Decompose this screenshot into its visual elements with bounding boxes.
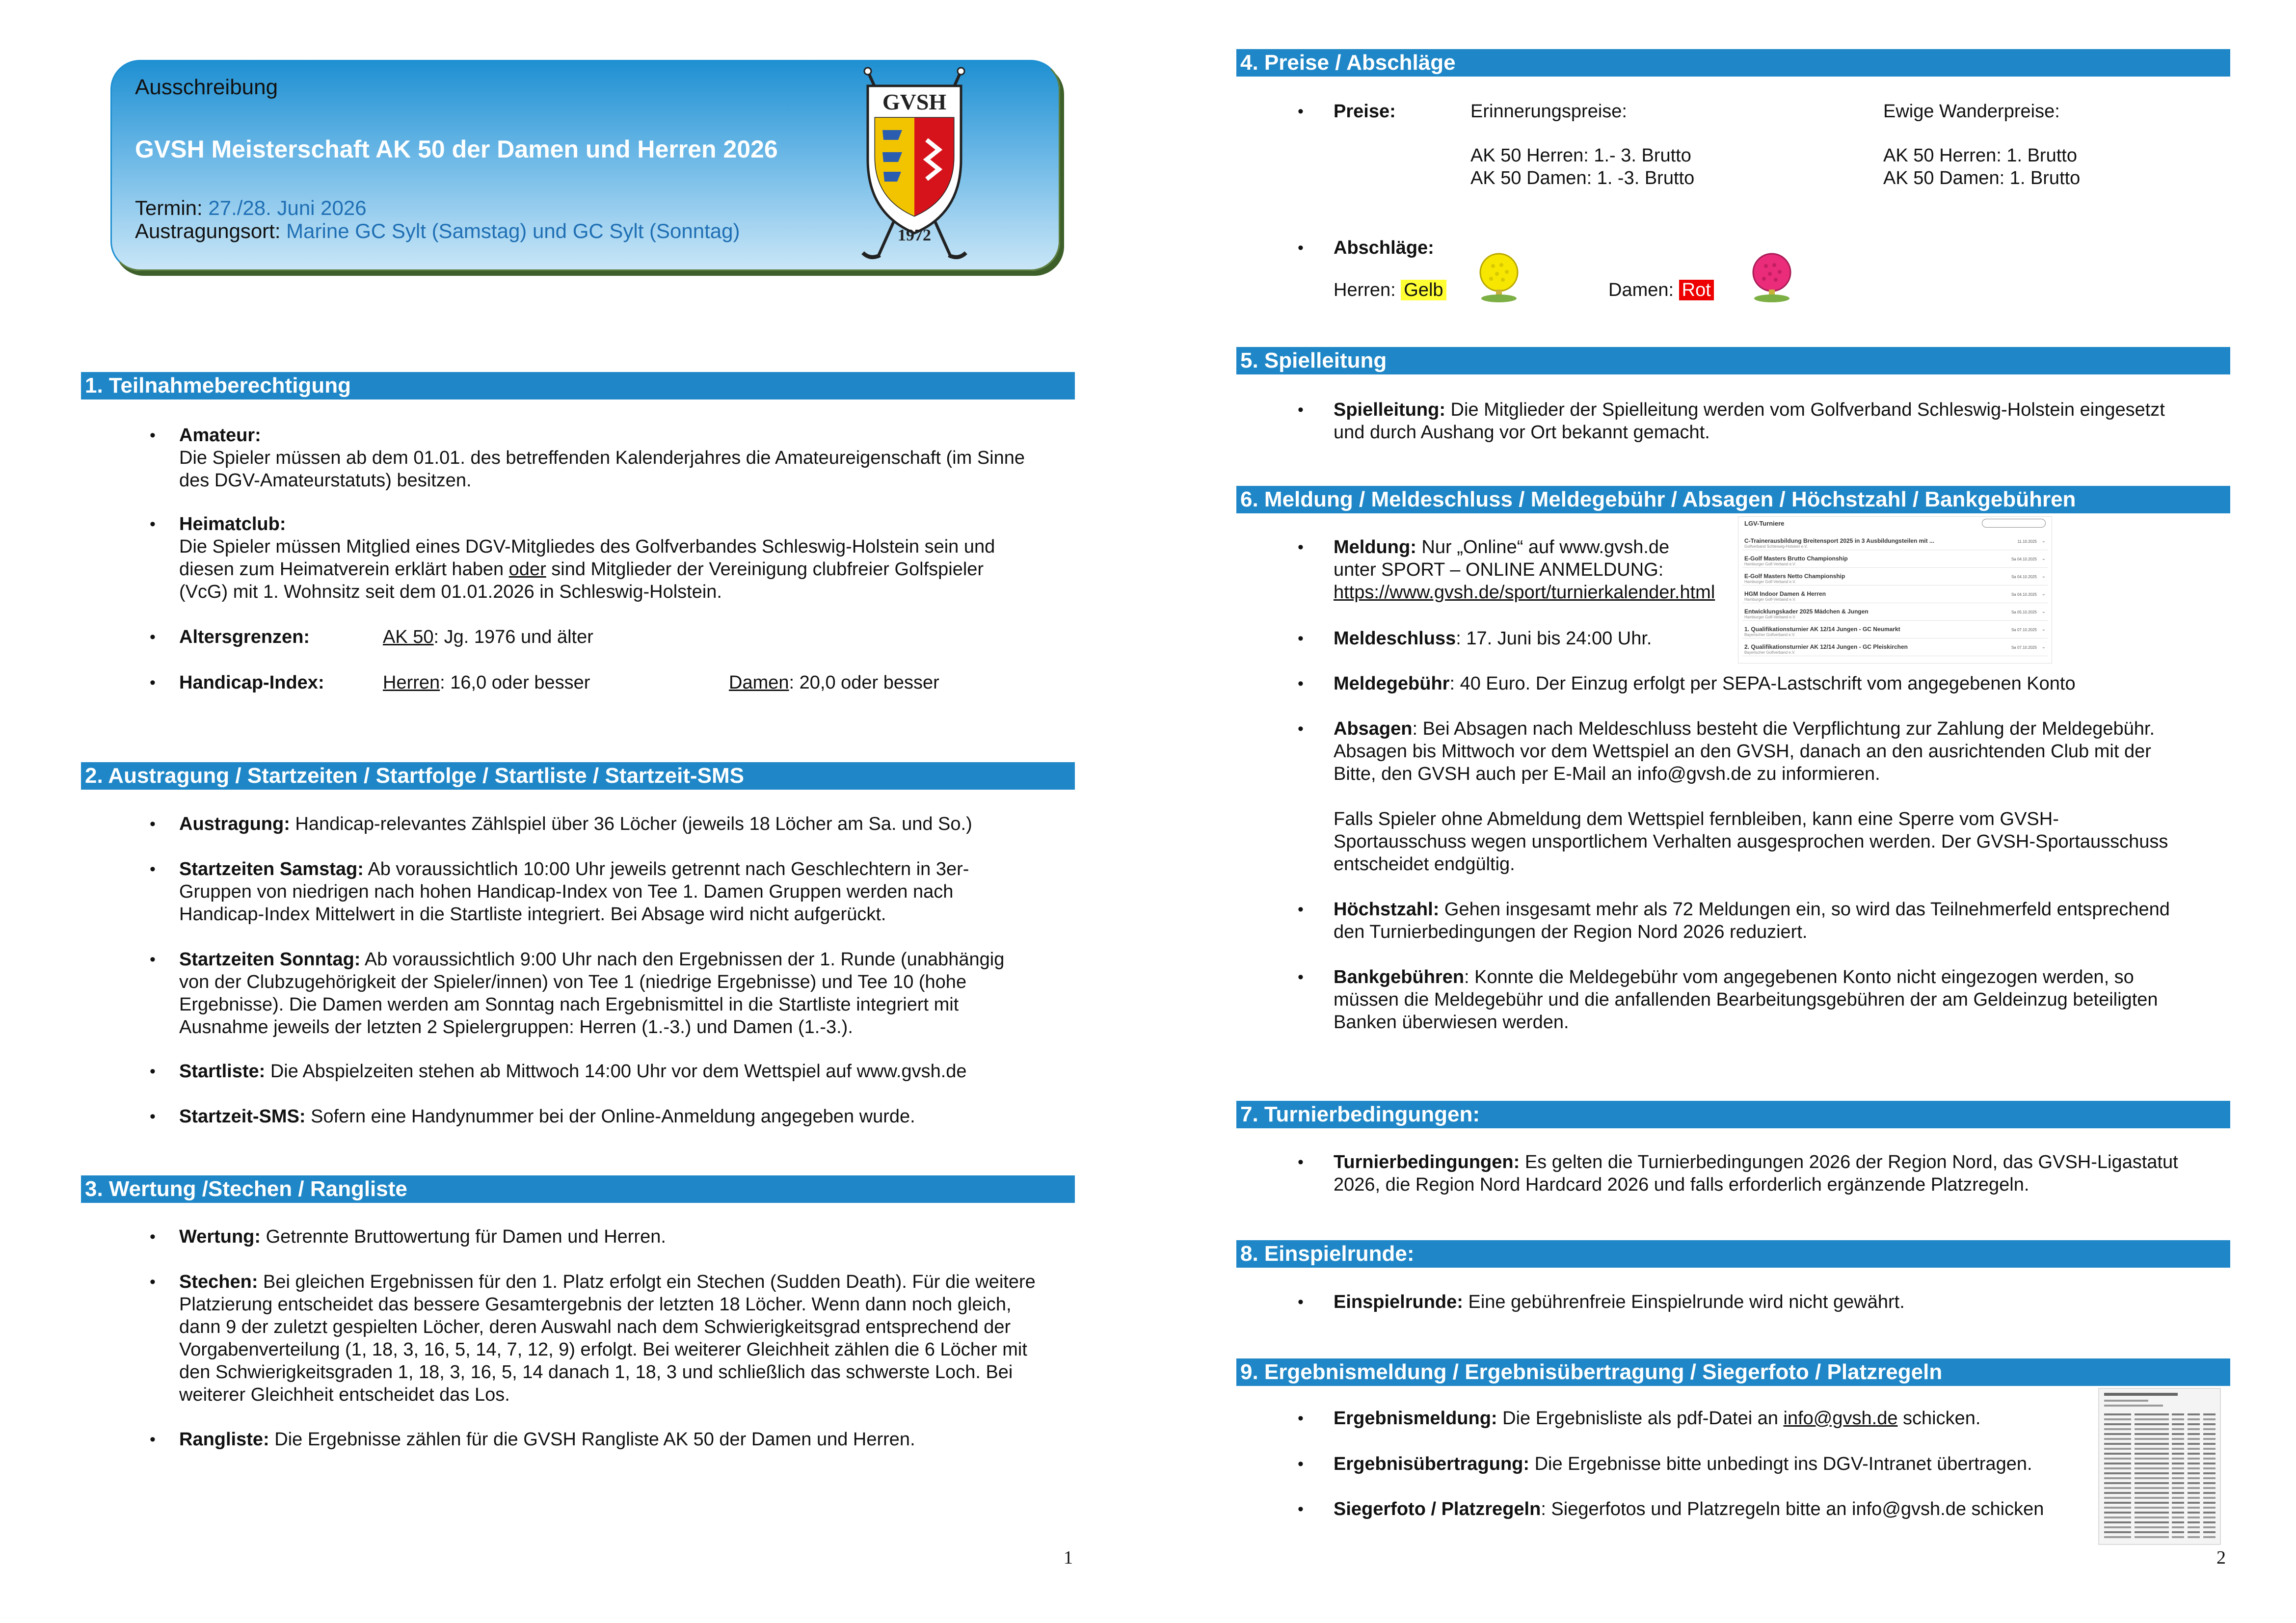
bullet: • — [150, 673, 156, 692]
turnierkalender-link[interactable]: https://www.gvsh.de/sport/turnierkalender.html — [1334, 582, 1715, 603]
bullet: • — [150, 628, 156, 646]
bullet: • — [1298, 1500, 1304, 1518]
thumb-list-item: E-Golf Masters Brutto Championship Hamburger Golf-Verband e.V. Sa 04.10.2025 ⌄ — [1742, 555, 2048, 568]
thumb-list-item: 2. Qualifikationsturnier AK 12/14 Jungen - GC Pleiskirchen Bayerischer Golfverband e.V. Sa 07.10.2025 ⌄ — [1742, 643, 2048, 656]
amateur-item: Amateur: Die Spieler müssen ab dem 01.01. des betreffenden Kalenderjahres die Amateureigenschaft (im Sinne des DGV-Amateurstatuts) besitzen. — [179, 425, 1025, 491]
header-kicker: Ausschreibung — [135, 75, 278, 99]
altersgrenzen-item: Altersgrenzen: AK 50: Jg. 1976 und älter — [179, 627, 593, 647]
bullet: • — [150, 815, 156, 833]
bullet: • — [1298, 538, 1304, 557]
chevron-down-icon: ⌄ — [2041, 556, 2046, 561]
chevron-down-icon: ⌄ — [2041, 609, 2046, 614]
bullet: • — [1298, 1153, 1304, 1171]
spielleitung-item: Spielleitung: Die Mitglieder der Spielleitung werden vom Golfverband Schleswig-Holstein eingesetzt und durch Aushang vor Ort bekannt gemacht. — [1334, 399, 2165, 443]
heimatclub-item: Heimatclub: Die Spieler müssen Mitglied eines DGV-Mitgliedes des Golfverbandes Schleswig-Holstein sein und diesen zum Heimatverein erklärt haben oder sind Mitglieder der Vereinigung clubfreier Golfspieler (VcG) mit 1. Wohnsitz seit dem 01.01.2026 in Schleswig-Holstein. — [179, 514, 995, 602]
bullet: • — [150, 1062, 156, 1081]
registration-screenshot-thumbnail: LGV-Turniere C-Trainerausbildung Breitensport 2025 in 3 Ausbildungsteilen mit ... Golfverband Schleswig-Holstein e.V. 11.10.2025 ⌄ E-Golf Masters Brutto Championship Hamburger Golf-Verband e.V. Sa 04.10.2025 ⌄ E-Golf Masters Netto Championship Hamburger Golf-Verband e.V. Sa 04.10.2025 ⌄ HGM Indoor Damen & Herren Hamburger Golf-Verband e.V. Sa 04.10.2025 ⌄ Entwicklungskader 2025 Mädchen & Jungen Hamburger Golf-Verband e.V. Sa 05.10.2025 ⌄ 1. Qualifikationsturnier AK 12/14 Jungen - GC Neumarkt Bayerischer Golfverband e.V. Sa 07.10.2025 ⌄ 2. Qualifikationsturnier AK 12/14 Jungen - GC Pleiskirchen Bayerischer Golfverband e.V. Sa 07.10.2025 ⌄ — [1738, 516, 2052, 664]
bullet: • — [150, 1430, 156, 1449]
section-1-title: 1. Teilnahmeberechtigung — [81, 372, 1075, 399]
tee-gelb: Gelb — [1401, 280, 1446, 300]
bullet: • — [150, 1107, 156, 1126]
gvsh-crest-logo — [853, 66, 976, 267]
startliste-item: Startliste: Die Abspielzeiten stehen ab Mittwoch 14:00 Uhr vor dem Wettspiel auf www.gvsh.de — [179, 1061, 967, 1082]
bullet: • — [1298, 1409, 1304, 1428]
ergebnisuebertragung-item: Ergebnisübertragung: Die Ergebnisse bitte unbedingt ins DGV-Intranet übertragen. — [1334, 1454, 2032, 1474]
header-box — [110, 60, 1060, 271]
rangliste-item: Rangliste: Die Ergebnisse zählen für die GVSH Rangliste AK 50 der Damen und Herren. — [179, 1429, 915, 1450]
handicap-item: Handicap-Index: Herren: 16,0 oder besser Damen: 20,0 oder besser — [179, 672, 939, 693]
stechen-item: Stechen: Bei gleichen Ergebnissen für den 1. Platz erfolgt ein Stechen (Sudden Death). Für die weitere Platzierung entscheidet das bessere Gesamtergebnis der letzten 18 Löcher. Wenn dann noch gleich, dann 9 der zuletzt gespielten Löcher, deren Auswahl nach dem Schwierigkeitsgrad entsprechend der Vorgabenverteilung (1, 18, 3, 16, 5, 14, 7, 12, 9) erfolgt. Bei weiterer Gleichheit zählen die 6 Löcher mit den Schwierigkeitsgraden 1, 18, 3, 16, 5, 14 danach 1, 18, 3 und schließlich das schwerste Loch. Bei weiterer Gleichheit entscheidet das Los. — [179, 1272, 1036, 1405]
thumb-list-item: C-Trainerausbildung Breitensport 2025 in 3 Ausbildungsteilen mit ... Golfverband Schleswig-Holstein e.V. 11.10.2025 ⌄ — [1742, 537, 2048, 550]
email-link[interactable]: info@gvsh.de — [1783, 1408, 1898, 1429]
section-3-title: 3. Wertung /Stechen / Rangliste — [81, 1175, 1075, 1203]
bullet: • — [1298, 629, 1304, 648]
meldeschluss-item: Meldeschluss: 17. Juni bis 24:00 Uhr. — [1334, 628, 1652, 649]
bullet: • — [150, 950, 156, 969]
bullet: • — [1298, 1293, 1304, 1311]
chevron-down-icon: ⌄ — [2041, 538, 2046, 544]
bullet: • — [150, 1273, 156, 1291]
section-6-title: 6. Meldung / Meldeschluss / Meldegebühr / Absagen / Höchstzahl / Bankgebühren — [1236, 486, 2230, 513]
chevron-down-icon: ⌄ — [2041, 627, 2046, 632]
hoechstzahl-item: Höchstzahl: Gehen insgesamt mehr als 72 Meldungen ein, so wird das Teilnehmerfeld entsprechend den Turnierbedingungen der Region Nord 2026 reduziert. — [1334, 899, 2170, 942]
section-9-title: 9. Ergebnismeldung / Ergebnisübertragung / Siegerfoto / Platzregeln — [1236, 1358, 2230, 1386]
bullet: • — [1298, 1455, 1304, 1473]
bullet: • — [1298, 400, 1304, 419]
section-5-title: 5. Spielleitung — [1236, 347, 2230, 374]
bullet: • — [1298, 239, 1304, 257]
svg-text:GVSH: GVSH — [882, 89, 947, 114]
page-number: 2 — [2216, 1547, 2226, 1568]
page-number: 1 — [1064, 1547, 1073, 1568]
meldung-item: Meldung: Nur „Online“ auf www.gvsh.de unter SPORT – ONLINE ANMELDUNG: https://www.gvsh.de/sport/turnierkalender.html — [1334, 536, 1824, 604]
svg-text:1972: 1972 — [898, 226, 931, 244]
absagen-item: Absagen: Bei Absagen nach Meldeschluss besteht die Verpflichtung zur Zahlung der Meldegebühr. Absagen bis Mittwoch vor dem Wettspiel an den GVSH, danach an den ausrichtenden Club mit der Bitte, den GVSH auch per E-Mail an info@gvsh.de zu informieren. Falls Spieler ohne Abmeldung dem Wettspiel fernbleiben, kann eine Sperre vom GVSH- Sportausschuss wegen unsportlichem Verhalten ausgesprochen werden. Der GVSH-Sportausschuss entscheidet endgültig. — [1334, 718, 2168, 875]
section-7-title: 7. Turnierbedingungen: — [1236, 1101, 2230, 1128]
header-ort: Austragungsort: Marine GC Sylt (Samstag) und GC Sylt (Sonntag) — [135, 219, 740, 242]
chevron-down-icon: ⌄ — [2041, 591, 2046, 597]
thumb-list-item: E-Golf Masters Netto Championship Hamburger Golf-Verband e.V. Sa 04.10.2025 ⌄ — [1742, 573, 2048, 585]
bullet: • — [150, 1227, 156, 1246]
siegerfoto-item: Siegerfoto / Platzregeln: Siegerfotos und Platzregeln bitte an info@gvsh.de schicken — [1334, 1499, 2044, 1519]
abschlaege-item: Abschläge: Herren: Gelb Damen: Rot — [1334, 237, 2212, 310]
bullet: • — [150, 426, 156, 445]
red-golf-ball-icon — [1747, 250, 1796, 304]
section-8-title: 8. Einspielrunde: — [1236, 1240, 2230, 1268]
bullet: • — [1298, 719, 1304, 738]
header-title: GVSH Meisterschaft AK 50 der Damen und Herren 2026 — [135, 135, 778, 163]
results-list-thumbnail — [2098, 1388, 2221, 1545]
bullet: • — [1298, 674, 1304, 693]
thumb-list-item: 1. Qualifikationsturnier AK 12/14 Jungen - GC Neumarkt Bayerischer Golfverband e.V. Sa 07.10.2025 ⌄ — [1742, 626, 2048, 639]
chevron-down-icon: ⌄ — [2041, 644, 2046, 650]
startzeit-sms-item: Startzeit-SMS: Sofern eine Handynummer bei der Online-Anmeldung angegeben wurde. — [179, 1106, 915, 1127]
bullet: • — [150, 860, 156, 878]
ergebnismeldung-item: Ergebnismeldung: Die Ergebnisliste als pdf-Datei an info@gvsh.de schicken. — [1334, 1408, 1981, 1429]
preise-item: Preise: Erinnerungspreise: Ewige Wanderpreise: AK 50 Herren: 1.- 3. Brutto AK 50 Damen: 1. -3. Brutto AK 50 Herren: 1. Brutto AK 50 Damen: 1. Brutto — [1334, 101, 2081, 188]
bullet: • — [1298, 968, 1304, 986]
header-termin: Termin: 27./28. Juni 2026 — [135, 196, 367, 219]
wertung-item: Wertung: Getrennte Bruttowertung für Damen und Herren. — [179, 1226, 666, 1247]
yellow-golf-ball-icon — [1474, 250, 1523, 304]
austragung-item: Austragung: Handicap-relevantes Zählspiel über 36 Löcher (jeweils 18 Löcher am Sa. und So.) — [179, 814, 972, 834]
meldegebuehr-item: Meldegebühr: 40 Euro. Der Einzug erfolgt per SEPA-Lastschrift vom angegebenen Konto — [1334, 673, 2076, 694]
thumb-list-item: Entwicklungskader 2025 Mädchen & Jungen Hamburger Golf-Verband e.V. Sa 05.10.2025 ⌄ — [1742, 608, 2048, 621]
startzeiten-sonntag-item: Startzeiten Sonntag: Ab voraussichtlich 9:00 Uhr nach den Ergebnissen der 1. Runde (unabhängig von der Clubzugehörigkeit der Spieler/innen) von Tee 1 (niedrige Ergebnisse) und Tee 10 (hohe Ergebnisse). Die Damen werden am Sonntag nach Ergebnismittel in die Startliste integriert mit Ausnahme jeweils der letzten 2 Spielergruppen: Herren (1.-3.) und Damen (1.-3.). — [179, 949, 1005, 1038]
page-2 — [1148, 0, 2296, 1623]
thumb-filter-button — [1982, 519, 2046, 528]
turnierbedingungen-item: Turnierbedingungen: Es gelten die Turnierbedingungen 2026 der Region Nord, das GVSH-Ligastatut 2026, die Region Nord Hardcard 2026 und falls erforderlich ergänzende Platzregeln. — [1334, 1152, 2178, 1195]
bullet: • — [1298, 102, 1304, 121]
chevron-down-icon: ⌄ — [2041, 574, 2046, 579]
startzeiten-samstag-item: Startzeiten Samstag: Ab voraussichtlich 10:00 Uhr jeweils getrennt nach Geschlechtern in 3er- Gruppen von niedrigen nach hohen Handicap-Index von Tee 1. Damen Gruppen werden nach Handicap-Index Mittelwert in die Startliste integriert. Bei Absage wird nicht aufgerückt. — [179, 859, 969, 925]
thumb-list-item: HGM Indoor Damen & Herren Hamburger Golf-Verband e.V. Sa 04.10.2025 ⌄ — [1742, 590, 2048, 603]
bankgebuehren-item: Bankgebühren: Konnte die Meldegebühr vom angegebenen Konto nicht eingezogen werden, so müssen die Meldegebühr und die anfallenden Bearbeitungsgebühren der am Geldeinzug beteiligten Banken überwiesen werden. — [1334, 967, 2158, 1033]
bullet: • — [150, 515, 156, 533]
section-4-title: 4. Preise / Abschläge — [1236, 49, 2230, 77]
tee-rot: Rot — [1679, 280, 1714, 300]
einspielrunde-item: Einspielrunde: Eine gebührenfreie Einspielrunde wird nicht gewährt. — [1334, 1292, 1905, 1312]
bullet: • — [1298, 900, 1304, 919]
section-2-title: 2. Austragung / Startzeiten / Startfolge / Startliste / Startzeit-SMS — [81, 762, 1075, 790]
